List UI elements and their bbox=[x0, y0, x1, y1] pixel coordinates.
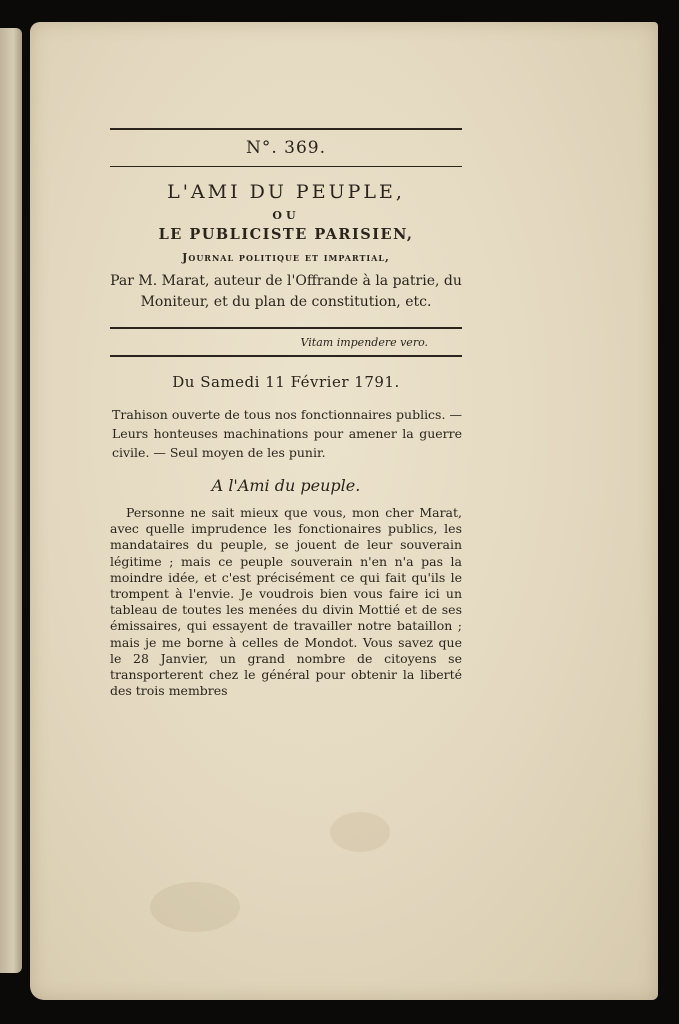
paper-stain bbox=[330, 812, 390, 852]
issue-summary: Trahison ouverte de tous nos fonctionnaires publics. — Leurs honteuses machinations pour amener la guerre civile. — Seul moyen de les punir. bbox=[112, 407, 462, 460]
newspaper-title: L'AMI DU PEUPLE, bbox=[167, 181, 405, 203]
motto-bottom-rule bbox=[110, 355, 462, 357]
author-line: Par M. Marat, auteur de l'Offrande à la patrie, du Moniteur, et du plan de constitution, etc. bbox=[110, 273, 462, 310]
top-rule bbox=[110, 128, 462, 130]
letter-body: Personne ne sait mieux que vous, mon cher Marat, avec quelle imprudence les fonctionaires publics, les mandataires du peuple, se jouent de leur souverain légitime ; mais ce peuple souverain n'en n'a pas la moindre idée, et c'est précisément ce qui fait qu'ils le trompent à l'envie. Je voudrois bien vous faire ici un tableau de toutes les menées du divin Mottié et de ses émissaires, qui essayent de travailler notre bataillon ; mais je me borne à celles de Mondot. Vous savez que le 28 Janvier, un grand nombre de citoyens se transporterent chez le général pour obtenir la liberté des trois membres bbox=[110, 505, 462, 699]
issue-number: N°. 369. bbox=[245, 138, 327, 158]
motto-top-rule bbox=[110, 327, 462, 329]
facing-page-edge bbox=[0, 28, 22, 973]
motto: Vitam impendere vero. bbox=[300, 336, 428, 349]
number-rule bbox=[110, 166, 462, 167]
newspaper-subtitle: LE PUBLICISTE PARISIEN, bbox=[158, 226, 414, 243]
title-conjunction: OU bbox=[272, 209, 300, 222]
letter-heading: A l'Ami du peuple. bbox=[211, 476, 361, 495]
page-content bbox=[110, 128, 462, 699]
journal-description: Journal politique et impartial, bbox=[182, 251, 390, 264]
issue-date: Du Samedi 11 Février 1791. bbox=[172, 373, 400, 391]
paper-stain bbox=[150, 882, 240, 932]
